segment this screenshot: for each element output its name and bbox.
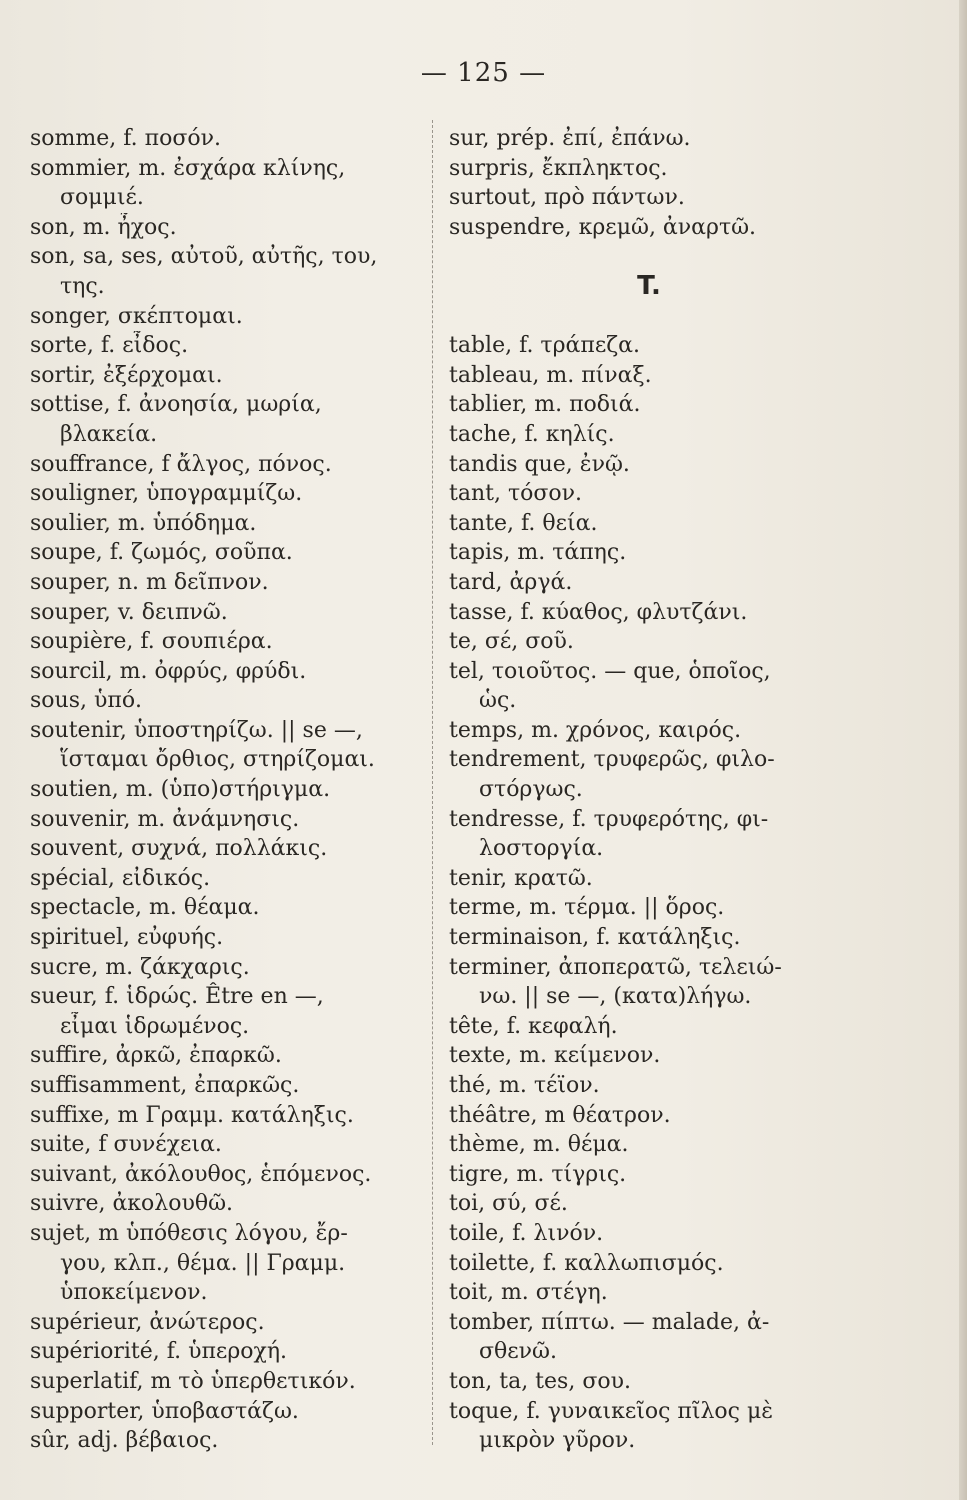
dictionary-line: ὡς. [479, 688, 517, 714]
dictionary-line: texte, m. κείμενον. [449, 1043, 661, 1069]
dictionary-line: terme, m. τέρμα. || ὅρος. [449, 895, 725, 921]
dictionary-line: ὑποκείμενον. [60, 1280, 208, 1306]
dictionary-line: σθενῶ. [479, 1339, 557, 1365]
dictionary-line: temps, m. χρόνος, καιρός. [449, 717, 742, 743]
dictionary-line: της. [60, 273, 105, 299]
dictionary-line: sous, ὑπό. [30, 688, 143, 714]
dictionary-line: supérieur, ἀνώτερος. [30, 1309, 265, 1335]
dictionary-line: tomber, πίπτω. — malade, ἀ- [449, 1309, 770, 1335]
dictionary-line [449, 302, 849, 332]
dictionary-line: souligner, ὑπογραμμίζω. [30, 481, 303, 507]
dictionary-line: sottise, f. ἀνοησία, μωρία, [30, 392, 322, 418]
dictionary-line: σομμιέ. [60, 185, 144, 211]
dictionary-line: supériorité, f. ὑπεροχή. [30, 1339, 288, 1365]
dictionary-line: tante, f. θεία. [449, 510, 598, 536]
dictionary-line: surpris, ἔκπληκτος. [449, 155, 668, 181]
dictionary-line: tache, f. κηλίς. [449, 421, 615, 447]
dictionary-line: soutien, m. (ὑπο)στήριγμα. [30, 777, 331, 803]
dictionary-line: στόργως. [479, 777, 583, 803]
column-divider [432, 120, 434, 1445]
dictionary-line: toque, f. γυναικεῖος πῖλος μὲ [449, 1398, 774, 1424]
dictionary-line: sourcil, m. ὀφρύς, φρύδι. [30, 658, 307, 684]
dictionary-line: toile, f. λινόν. [449, 1220, 604, 1246]
dictionary-line: sur, prép. ἐπί, ἐπάνω. [449, 126, 691, 151]
dictionary-line: souvenir, m. ἀνάμνησις. [30, 806, 300, 832]
dictionary-line: tel, τοιοῦτος. — que, ὁποῖος, [449, 658, 771, 684]
dictionary-line: sortir, ἐξέρχομαι. [30, 362, 223, 388]
dictionary-line: terminaison, f. κατάληξις. [449, 925, 741, 951]
left-column [30, 124, 425, 1456]
dictionary-line: souvent, συχνά, πολλάκις. [30, 836, 328, 862]
dictionary-line: souffrance, f ἄλγος, πόνος. [30, 451, 332, 477]
page-number: — 125 — [420, 58, 547, 88]
dictionary-line: suivant, ἀκόλουθος, ἑπόμενος. [30, 1161, 372, 1187]
dictionary-line: suffixe, m Γραμμ. κατάληξις. [30, 1102, 354, 1128]
section-letter: T. [637, 271, 661, 301]
dictionary-line: soupe, f. ζωμός, σοῦπα. [30, 540, 293, 566]
dictionary-line: μικρὸν γῦρον. [479, 1428, 636, 1454]
dictionary-line: thème, m. θέμα. [449, 1132, 629, 1158]
dictionary-line: terminer, ἀποπερατῶ, τελειώ- [449, 954, 782, 980]
dictionary-line: tableau, m. πίναξ. [449, 362, 652, 388]
dictionary-line: λοστοργία. [479, 836, 604, 862]
dictionary-line: tapis, m. τάπης. [449, 540, 627, 566]
dictionary-line: sujet, m ὑπόθεσις λόγου, ἔρ- [30, 1220, 348, 1246]
dictionary-line: tête, f. κεφαλή. [449, 1013, 618, 1039]
dictionary-line: sûr, adj. βέβαιος. [30, 1428, 219, 1454]
dictionary-line: théâtre, m θέατρον. [449, 1102, 671, 1128]
page-edge [959, 0, 967, 1500]
dictionary-line: toi, σύ, σέ. [449, 1191, 568, 1217]
dictionary-line: tendresse, f. τρυφερότης, φι- [449, 806, 769, 832]
dictionary-line: βλακεία. [60, 421, 158, 447]
dictionary-line: surtout, πρὸ πάντων. [449, 185, 685, 211]
dictionary-line: sueur, f. ἱδρώς. Être en —, [30, 984, 324, 1010]
dictionary-line: ἵσταμαι ὄρθιος, στηρίζομαι. [60, 747, 375, 773]
dictionary-line: ton, ta, tes, σου. [449, 1368, 631, 1394]
dictionary-line: suivre, ἀκολουθῶ. [30, 1191, 234, 1217]
dictionary-line: tandis que, ἐνῷ. [449, 451, 630, 477]
dictionary-line: thé, m. τέϊον. [449, 1073, 600, 1098]
dictionary-line: soupière, f. σουπιέρα. [30, 629, 273, 655]
dictionary-line: suspendre, κρεμῶ, ἀναρτῶ. [449, 214, 757, 240]
dictionary-line: son, m. ἦχος. [30, 214, 177, 240]
dictionary-line: spécial, εἰδικός. [30, 865, 211, 891]
dictionary-line: toit, m. στέγη. [449, 1280, 608, 1306]
dictionary-line: tasse, f. κύαθος, φλυτζάνι. [449, 599, 748, 625]
dictionary-line: superlatif, m τὸ ὑπερθετικόν. [30, 1368, 356, 1394]
dictionary-line: soulier, m. ὑπόδημα. [30, 510, 257, 536]
dictionary-line: somme, f. ποσόν. [30, 126, 221, 151]
dictionary-line: toilette, f. καλλωπισμός. [449, 1250, 724, 1276]
dictionary-line: souper, n. m δεῖπνον. [30, 569, 269, 595]
dictionary-line: son, sa, ses, αὐτοῦ, αὐτῆς, του, [30, 244, 378, 270]
dictionary-line: table, f. τράπεζα. [449, 333, 641, 359]
dictionary-line: souper, v. δειπνῶ. [30, 599, 228, 625]
dictionary-line: sommier, m. ἐσχάρα κλίνης, [30, 155, 346, 181]
dictionary-line: tant, τόσον. [449, 481, 582, 507]
dictionary-line: te, σέ, σοῦ. [449, 629, 574, 655]
dictionary-line: tenir, κρατῶ. [449, 865, 593, 891]
dictionary-line [449, 242, 849, 272]
dictionary-line: suite, f συνέχεια. [30, 1132, 222, 1158]
dictionary-line: spirituel, εὐφυής. [30, 925, 224, 951]
dictionary-line: suffire, ἀρκῶ, ἐπαρκῶ. [30, 1043, 282, 1069]
dictionary-line: tard, ἀργά. [449, 569, 573, 595]
dictionary-line: sucre, m. ζάκχαρις. [30, 954, 250, 980]
dictionary-line: νω. || se —, (κατα)λήγω. [479, 984, 752, 1010]
dictionary-line: supporter, ὑποβαστάζω. [30, 1398, 299, 1424]
right-column [449, 124, 849, 1456]
dictionary-line: spectacle, m. θέαμα. [30, 895, 260, 921]
dictionary-line: tigre, m. τίγρις. [449, 1161, 627, 1187]
dictionary-line: tablier, m. ποδιά. [449, 392, 641, 418]
dictionary-line: εἶμαι ἱδρωμένος. [60, 1013, 250, 1039]
dictionary-line: tendrement, τρυφερῶς, φιλο- [449, 747, 775, 773]
dictionary-line: sorte, f. εἶδος. [30, 333, 189, 359]
dictionary-line: suffisamment, ἐπαρκῶς. [30, 1073, 300, 1098]
dictionary-line: songer, σκέπτομαι. [30, 303, 243, 329]
dictionary-line: soutenir, ὑποστηρίζω. || se —, [30, 717, 363, 743]
dictionary-line: γου, κλπ., θέμα. || Γραμμ. [60, 1250, 346, 1276]
